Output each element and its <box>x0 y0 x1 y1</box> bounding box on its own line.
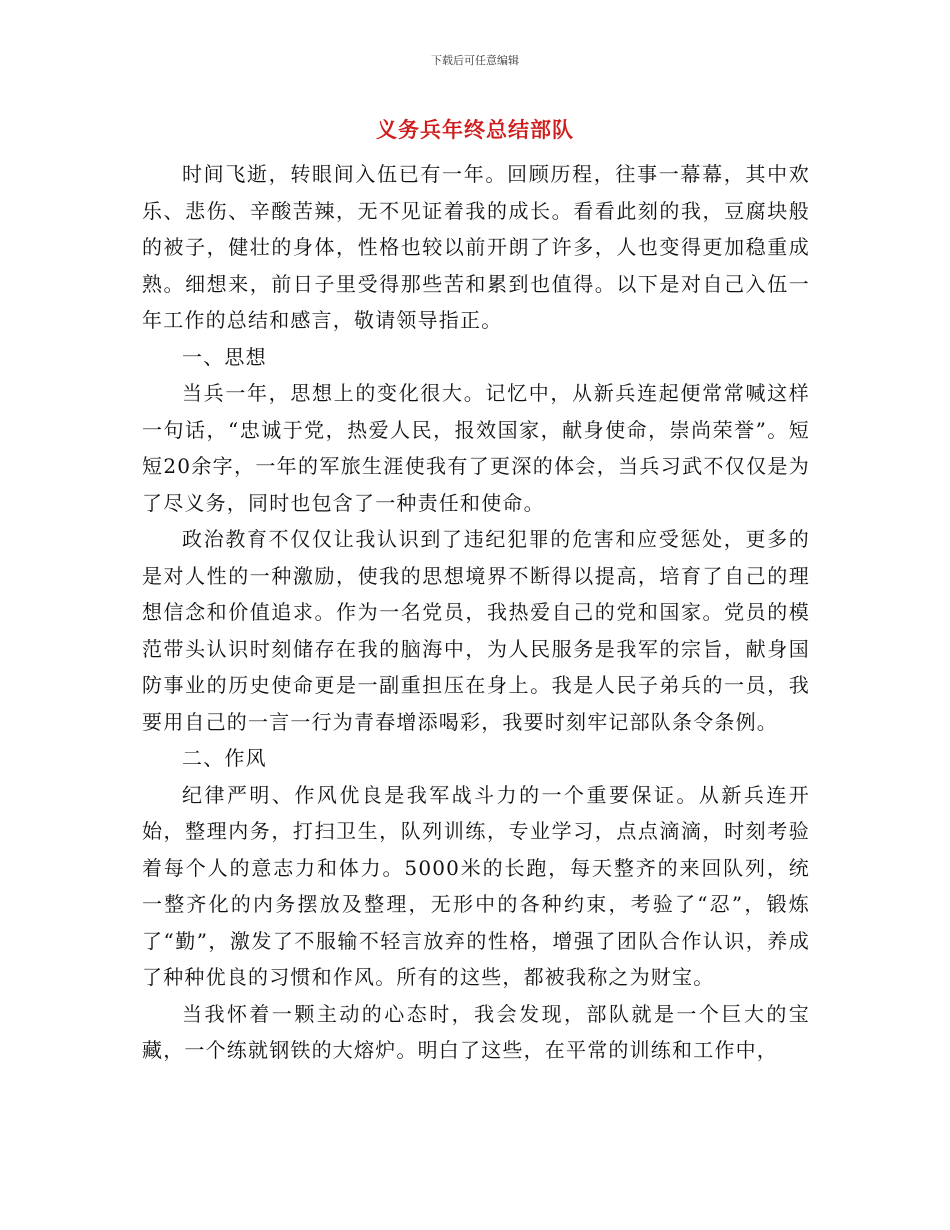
section-heading-style: 二、作风 <box>182 746 267 770</box>
section-heading-thought: 一、思想 <box>182 344 267 369</box>
paragraph-intro: 时间飞逝，转眼间入伍已有一年。回顾历程，往事一幕幕，其中欢乐、悲伤、辛酸苦辣，无不见证着我的成长。看看此刻的我，豆腐块般的被子，健壮的身体，性格也较以前开朗了许多，人也变得更加稳重成熟。细想来，前日子里受得那些苦和累到也值得。以下是对自己入伍一年工作的总结和感言，敬请领导指正。 <box>142 162 810 332</box>
paragraph-thought-2: 政治教育不仅仅让我认识到了违纪犯罪的危害和应受惩处，更多的是对人性的一种激励，使我的思想境界不断得以提高，培育了自己的理想信念和价值追求。作为一名党员，我热爱自己的党和国家。党员的模范带头认识时刻储存在我的脑海中，为人民服务是我军的宗旨，献身国防事业的历史使命更是一副重担压在身上。我是人民子弟兵的一员，我要用自己的一言一行为青春增添喝彩，我要时刻牢记部队条令条例。 <box>142 527 810 734</box>
paragraph-style-2: 当我怀着一颗主动的心态时，我会发现，部队就是一个巨大的宝藏，一个练就钢铁的大熔炉。明白了这些，在平常的训练和工作中， <box>142 1001 810 1062</box>
header-note: 下载后可任意编辑 <box>431 54 519 67</box>
document-title: 义务兵年终总结部队 <box>376 118 574 142</box>
document-body <box>142 156 810 1069</box>
paragraph-style-1: 纪律严明、作风优良是我军战斗力的一个重要保证。从新兵连开始，整理内务，打扫卫生，队列训练，专业学习，点点滴滴，时刻考验着每个人的意志力和体力。5000米的长跑，每天整齐的来回队列，统一整齐化的内务摆放及整理，无形中的各种约束，考验了“忍”，锻炼了“勤”，激发了不服输不轻言放弃的性格，增强了团队合作认识，养成了种种优良的习惯和作风。所有的这些，都被我称之为财宝。 <box>142 782 810 989</box>
paragraph-thought-1: 当兵一年，思想上的变化很大。记忆中，从新兵连起便常常喊这样一句话，“忠诚于党，热爱人民，报效国家，献身使命，崇尚荣誉”。短短20余字，一年的军旅生涯使我有了更深的体会，当兵习武不仅仅是为了尽义务，同时也包含了一种责任和使命。 <box>142 381 810 515</box>
